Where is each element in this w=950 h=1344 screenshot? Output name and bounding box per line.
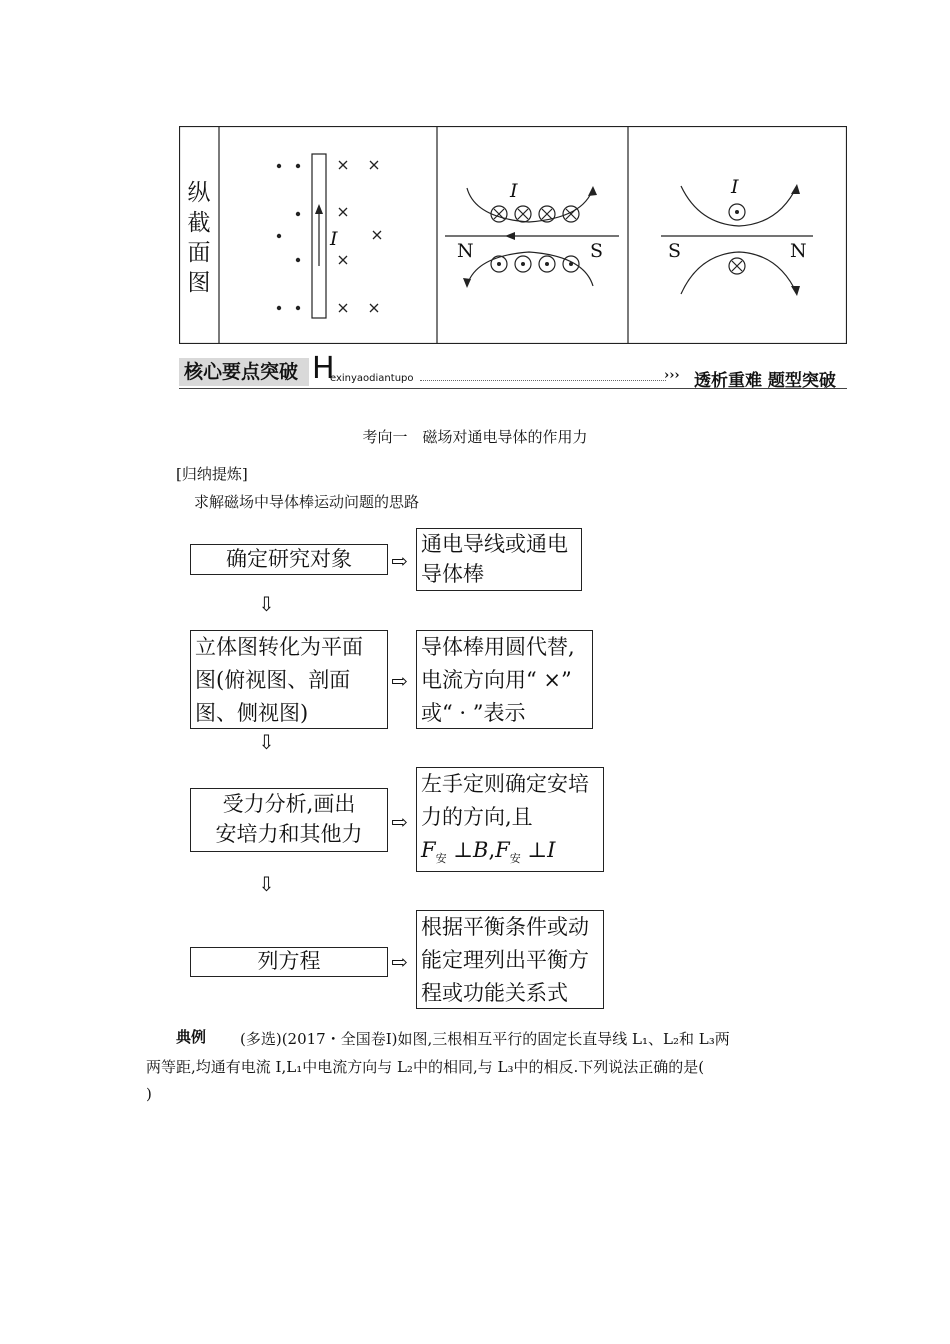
current-label-poles: I bbox=[731, 176, 739, 198]
row-label: 纵截面图 bbox=[187, 180, 211, 296]
banner-dotted-rule bbox=[420, 380, 666, 381]
summary-label: [归纳提炼] bbox=[176, 465, 248, 483]
flow-arrow-right-4: ⇨ bbox=[391, 950, 408, 974]
flow-arrow-right-3: ⇨ bbox=[391, 810, 408, 834]
pole-n-right: N bbox=[790, 240, 807, 262]
flow-step4-left: 列方程 bbox=[190, 947, 388, 977]
section-title: 考向一 磁场对通电导体的作用力 bbox=[362, 428, 588, 446]
pole-s-left: S bbox=[668, 240, 682, 262]
flow-step4-right: 根据平衡条件或动 能定理列出平衡方 程或功能关系式 bbox=[416, 910, 604, 1009]
example-line-1: (多选)(2017・全国卷Ⅰ)如图,三根相互平行的固定长直导线 L₁、L₂和 L₃两 bbox=[240, 1030, 730, 1048]
banner-initial: H bbox=[312, 351, 335, 386]
example-tag: 典例 bbox=[176, 1028, 207, 1046]
formula: $F_安$ $\perp B,F_安$ ⊥I bbox=[421, 838, 556, 866]
pole-n-left: N bbox=[457, 240, 474, 262]
flow-step2-left: 立体图转化为平面 图(俯视图、剖面 图、侧视图) bbox=[190, 630, 388, 729]
banner-arrows: ››› bbox=[664, 368, 680, 383]
flow-step3-right: 左手定则确定安培 力的方向,且 $F_安$ $\perp B,F_安$ ⊥I bbox=[416, 767, 604, 872]
flow-step1-left: 确定研究对象 bbox=[190, 544, 388, 575]
example-line-2: 两等距,均通有电流 I,L₁中电流方向与 L₂中的相同,与 L₃中的相反.下列说法正确的是( bbox=[146, 1058, 705, 1076]
flow-step1-right: 通电导线或通电 导体棒 bbox=[416, 528, 582, 591]
banner-subtitle: 透析重难 题型突破 bbox=[694, 371, 836, 391]
pole-s-right: S bbox=[590, 240, 604, 262]
flow-arrow-down-2: ⇩ bbox=[258, 730, 275, 754]
flow-arrow-down-3: ⇩ bbox=[258, 872, 275, 896]
section-banner-title: 核心要点突破 bbox=[179, 358, 309, 386]
flow-arrow-right-1: ⇨ bbox=[391, 549, 408, 573]
current-label-wire: I bbox=[330, 228, 338, 250]
flow-step2-right: 导体棒用圆代替, 电流方向用“ ×” 或“ · ”表示 bbox=[416, 630, 593, 729]
banner-rule bbox=[179, 388, 847, 389]
flow-arrow-down-1: ⇩ bbox=[258, 592, 275, 616]
flow-step3-left: 受力分析,画出 安培力和其他力 bbox=[190, 788, 388, 852]
straight-wire-diagram bbox=[277, 154, 381, 318]
current-label-coil: I bbox=[510, 180, 518, 202]
coil-rod-diagram bbox=[445, 186, 619, 288]
example-line-3: ) bbox=[146, 1085, 152, 1103]
figure-table bbox=[179, 126, 847, 344]
intro-text: 求解磁场中导体棒运动问题的思路 bbox=[194, 493, 420, 511]
banner-pinyin: exinyaodiantupo bbox=[330, 373, 414, 384]
flow-arrow-right-2: ⇨ bbox=[391, 669, 408, 693]
